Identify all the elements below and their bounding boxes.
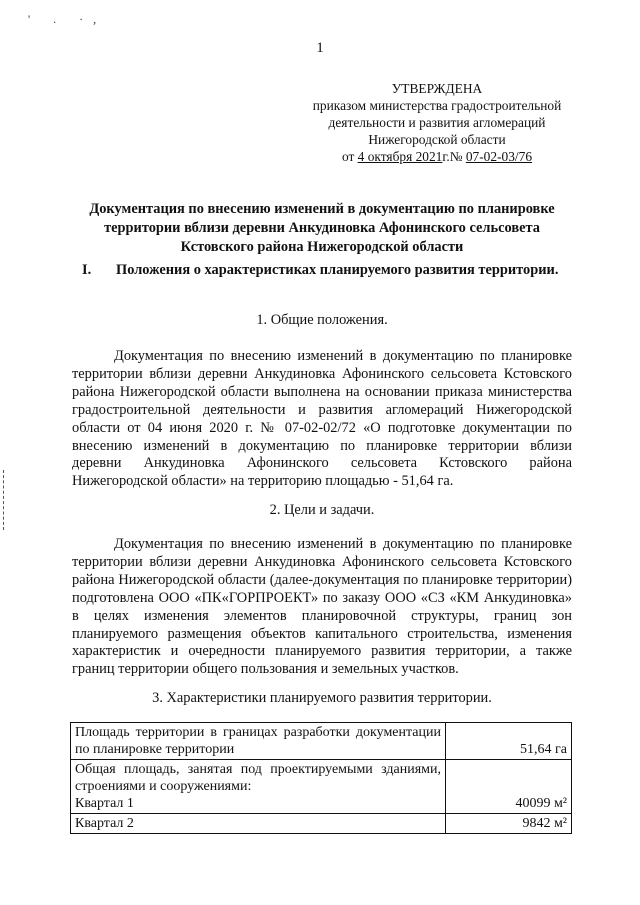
document-title-line-2: территории вблизи деревни Анкудиновка Афонинского сельсовета (104, 220, 540, 236)
scan-edge-mark (3, 470, 6, 530)
approval-line-2: приказом министерства градостроительной (312, 98, 562, 113)
section-heading (82, 262, 582, 279)
approval-mid: г.№ (442, 149, 466, 164)
section-title: Положения о характеристиках планируемого развития территории. (116, 262, 559, 278)
approval-number: 07-02-03/76 (465, 149, 533, 164)
section-number: I. (82, 262, 92, 278)
approval-line-4: Нижегородской области (368, 132, 506, 147)
subsection-1-heading: 1. Общие положения. (256, 312, 388, 328)
subsection-2-paragraph: Документация по внесению изменений в документацию по планировке территории вблизи деревни Анкудиновка Афонинского сельсовета Кстовского района Нижегородской области (далее-документация по планировке территории) подготовлена ООО «ПК«ГОРПРОЕКТ» по заказу ООО «СЗ «КМ Анкудиновка» в целях изменения элементов планировочной структуры, границ зон планируемого размещения объектов капитального строительства, изменения характеристик и очередности планируемого развития территории, а также границ территории общего пользования и земельных участков. (72, 536, 572, 678)
characteristics-table (70, 722, 572, 834)
table-row (71, 723, 572, 760)
page-number: 1 (316, 40, 324, 56)
table-row (71, 760, 572, 814)
table-cell-label: Площадь территории в границах разработки документации по планировке территории (71, 723, 446, 760)
table-group-label: Общая площадь, занятая под проектируемыми зданиями, строениями и сооружениями: (75, 762, 441, 794)
approval-date: 4 октября 2021 (357, 149, 443, 164)
document-title-line-3: Кстовского района Нижегородской области (180, 239, 464, 255)
table-cell-value: 40099 м² (446, 760, 572, 814)
document-title-line-1: Документация по внесению изменений в документацию по планировке (89, 201, 555, 217)
table-cell-value: 9842 м² (446, 814, 572, 834)
approval-stamp (300, 80, 574, 165)
approval-prefix: от (341, 149, 358, 164)
table-cell-value: 51,64 га (446, 723, 572, 760)
table-subrow-label: Квартал 1 (75, 796, 134, 811)
subsection-2-heading: 2. Цели и задачи. (269, 502, 375, 518)
approval-order (300, 148, 574, 165)
approval-line-3: деятельности и развития агломераций (328, 115, 546, 130)
table-cell-label (71, 760, 446, 814)
scan-marks: ' . ·, (28, 12, 107, 26)
subsection-1-paragraph: Документация по внесению изменений в документацию по планировке территории вблизи деревни Анкудиновка Афонинского сельсовета Кстовского района Нижегородской области выполнена на основании приказа министерства градостроительной деятельности и развития агломераций Нижегородской области от 04 июня 2020 г. № 07-02-02/72 «О подготовке документации по внесению изменений в документацию по планировке территории вблизи деревни Анкудиновка Афонинского сельсовета Кстовского района Нижегородской области» на территорию площадью - 51,64 га. (72, 348, 572, 490)
subsection-3-heading: 3. Характеристики планируемого развития территории. (152, 690, 492, 706)
table-cell-label: Квартал 2 (71, 814, 446, 834)
table-row (71, 814, 572, 834)
document-title (72, 200, 572, 257)
approval-title: УТВЕРЖДЕНА (391, 81, 483, 96)
